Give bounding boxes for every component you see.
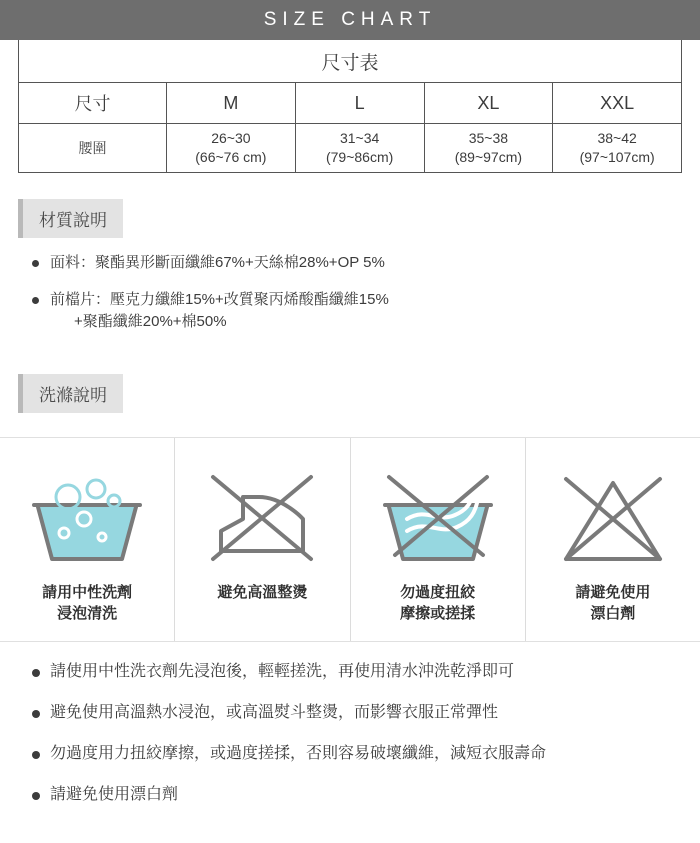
- size-cell-l: [295, 124, 424, 173]
- wash-icon-cell-no-wring: [351, 438, 526, 642]
- wash-icon-cell-hand-wash: [0, 438, 175, 642]
- wash-note-0: 請使用中性洗衣劑先浸泡後，輕輕搓洗，再使用清水沖洗乾淨即可: [50, 663, 515, 680]
- list-item: [30, 701, 700, 725]
- size-table-header-row: [19, 83, 682, 124]
- wash-caption-no-wring: [355, 582, 521, 626]
- no-bleach-icon: [530, 460, 696, 570]
- size-table-header-0: 尺寸: [19, 83, 167, 124]
- wash-caption-hand-wash-line2: 浸泡清洗: [57, 605, 118, 623]
- hand-wash-basin-icon: [4, 460, 170, 570]
- banner-title: SIZE CHART: [263, 9, 437, 30]
- no-wringing-icon: [355, 460, 521, 570]
- size-cell-l-inch: 31~34: [339, 130, 380, 147]
- size-cell-m-cm: (66~76 cm): [195, 149, 267, 165]
- wash-note-2: 勿過度用力扭絞摩擦，或過度搓揉，否則容易破壞纖維，減短衣服壽命: [50, 745, 547, 762]
- wash-icon-row: [0, 437, 700, 642]
- wash-caption-no-wring-line1: 勿過度扭絞: [400, 583, 476, 601]
- wash-note-3: 請避免使用漂白劑: [50, 786, 179, 803]
- size-table-header-4: XXL: [553, 83, 682, 124]
- list-item: [30, 252, 700, 275]
- table-row: [19, 124, 682, 173]
- wash-caption-no-bleach-line1: 請避免使用: [575, 583, 651, 601]
- list-item: [30, 783, 700, 807]
- size-table-row-label: 腰圍: [19, 124, 167, 173]
- list-item: [30, 660, 700, 684]
- material-section-heading: 材質說明: [18, 199, 123, 238]
- size-cell-xl-inch: 35~38: [468, 130, 509, 147]
- wash-caption-no-iron-line1: 避免高溫整燙: [217, 583, 308, 601]
- size-table-title: 尺寸表: [19, 40, 682, 83]
- size-cell-xxl-inch: 38~42: [597, 130, 637, 147]
- size-cell-l-cm: (79~86cm): [325, 149, 394, 165]
- size-cell-m: [167, 124, 296, 173]
- wash-note-1: 避免使用高溫熱水浸泡，或高溫熨斗整燙，而影響衣服正常彈性: [50, 704, 499, 721]
- size-cell-xl-cm: (89~97cm): [454, 149, 523, 165]
- size-cell-xl: [424, 124, 553, 173]
- page-banner: [0, 0, 700, 40]
- size-table: [18, 40, 682, 173]
- wash-caption-no-bleach-line2: 漂白劑: [590, 605, 636, 623]
- size-cell-m-inch: 26~30: [211, 130, 251, 147]
- wash-caption-no-iron: [179, 582, 345, 604]
- material-item-1-text: 前檔片：壓克力纖維15%+改質聚丙烯酸酯纖維15%: [50, 290, 389, 308]
- size-table-header-1: M: [167, 83, 296, 124]
- size-cell-xxl-cm: (97~107cm): [579, 149, 655, 165]
- wash-caption-no-wring-line2: 摩擦或搓揉: [400, 605, 476, 623]
- list-item: [30, 742, 700, 766]
- wash-section-heading: 洗滌說明: [18, 374, 123, 413]
- size-cell-xxl: [553, 124, 682, 173]
- wash-caption-no-bleach: [530, 582, 696, 626]
- wash-notes-list: [0, 660, 700, 807]
- size-table-header-2: L: [295, 83, 424, 124]
- wash-caption-hand-wash: [4, 582, 170, 626]
- no-ironing-icon: [179, 460, 345, 570]
- size-table-header-3: XL: [424, 83, 553, 124]
- wash-icon-cell-no-iron: [175, 438, 350, 642]
- material-item-1-sub: +聚酯纖維20%+棉50%: [74, 313, 227, 330]
- wash-caption-hand-wash-line1: 請用中性洗劑: [42, 583, 133, 601]
- wash-icon-cell-no-bleach: [526, 438, 700, 642]
- material-item-0-text: 面料：聚酯異形斷面纖維67%+天絲棉28%+OP 5%: [50, 254, 385, 271]
- list-item: [30, 289, 700, 334]
- size-table-title-row: [19, 40, 682, 83]
- wash-row-divider: [0, 641, 700, 642]
- material-list: [0, 252, 700, 334]
